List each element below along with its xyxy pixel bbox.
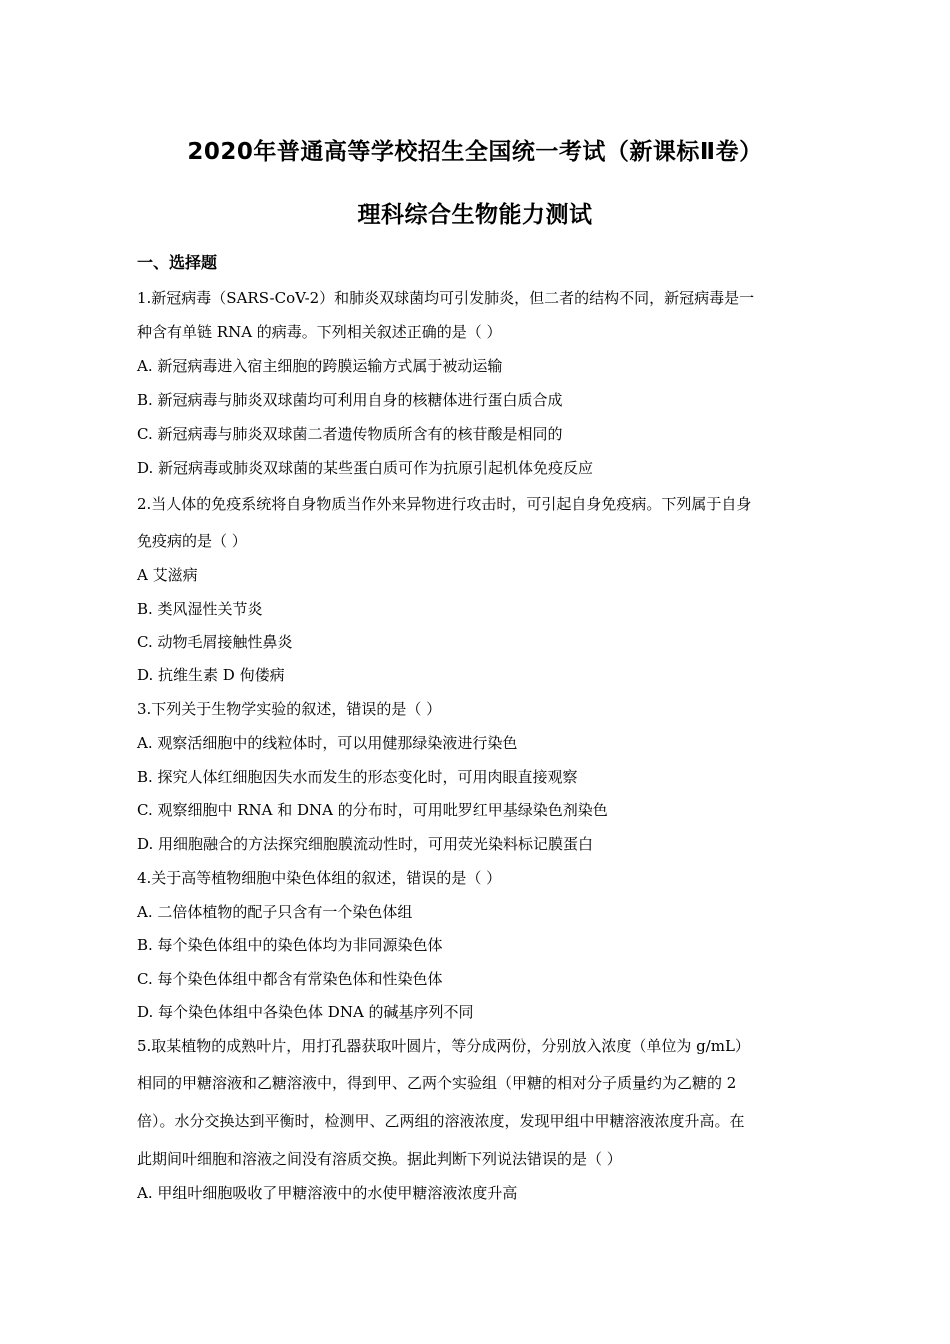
q5-stem-line3: 倍）。水分交换达到平衡时，检测甲、乙两组的溶液浓度，发现甲组中甲糖溶液浓度升高。在 [137,1112,745,1130]
q1-stem-line1: 1.新冠病毒（SARS-CoV-2）和肺炎双球菌均可引发肺炎，但二者的结构不同，新冠病毒是一 [137,289,755,307]
q2-option-c: C. 动物毛屑接触性鼻炎 [137,633,293,651]
exam-subtitle: 理科综合生物能力测试 [357,202,593,228]
q5-stem-line1: 5.取某植物的成熟叶片，用打孔器获取叶圆片，等分成两份，分别放入浓度（单位为 g/mL） [137,1037,750,1055]
q2-option-d: D. 抗维生素 D 佝偻病 [137,666,285,684]
q2-stem-line1: 2.当人体的免疫系统将自身物质当作外来异物进行攻击时，可引起自身免疫病。下列属于自身 [137,495,752,513]
q4-option-a: A. 二倍体植物的配子只含有一个染色体组 [137,903,413,921]
q3-option-b: B. 探究人体红细胞因失水而发生的形态变化时，可用肉眼直接观察 [137,768,578,786]
q4-option-b: B. 每个染色体组中的染色体均为非同源染色体 [137,936,443,954]
q2-stem-line2: 免疫病的是（ ） [137,532,247,550]
q4-option-c: C. 每个染色体组中都含有常染色体和性染色体 [137,970,443,988]
q3-stem: 3.下列关于生物学实验的叙述，错误的是（ ） [137,700,442,718]
section-heading: 一、选择题 [137,253,218,272]
q1-option-b: B. 新冠病毒与肺炎双球菌均可利用自身的核糖体进行蛋白质合成 [137,391,563,409]
q4-option-d: D. 每个染色体组中各染色体 DNA 的碱基序列不同 [137,1003,474,1021]
q2-option-a: A 艾滋病 [137,566,198,584]
q3-option-d: D. 用细胞融合的方法探究细胞膜流动性时，可用荧光染料标记膜蛋白 [137,835,594,853]
exam-title: 2020年普通高等学校招生全国统一考试（新课标Ⅱ卷） [187,139,763,165]
q5-option-a: A. 甲组叶细胞吸收了甲糖溶液中的水使甲糖溶液浓度升高 [137,1184,518,1202]
q3-option-c: C. 观察细胞中 RNA 和 DNA 的分布时，可用吡罗红甲基绿染色剂染色 [137,801,608,819]
q1-option-a: A. 新冠病毒进入宿主细胞的跨膜运输方式属于被动运输 [137,357,503,375]
q4-stem: 4.关于高等植物细胞中染色体组的叙述，错误的是（ ） [137,869,502,887]
q3-option-a: A. 观察活细胞中的线粒体时，可以用健那绿染液进行染色 [137,734,518,752]
q5-stem-line2: 相同的甲糖溶液和乙糖溶液中，得到甲、乙两个实验组（甲糖的相对分子质量约为乙糖的 2 [137,1074,737,1092]
q2-option-b: B. 类风湿性关节炎 [137,600,263,618]
q1-option-c: C. 新冠病毒与肺炎双球菌二者遗传物质所含有的核苷酸是相同的 [137,425,563,443]
q5-stem-line4: 此期间叶细胞和溶液之间没有溶质交换。据此判断下列说法错误的是（ ） [137,1150,622,1168]
q1-stem-line2: 种含有单链 RNA 的病毒。下列相关叙述正确的是（ ） [137,323,502,341]
q1-option-d: D. 新冠病毒或肺炎双球菌的某些蛋白质可作为抗原引起机体免疫反应 [137,459,594,477]
